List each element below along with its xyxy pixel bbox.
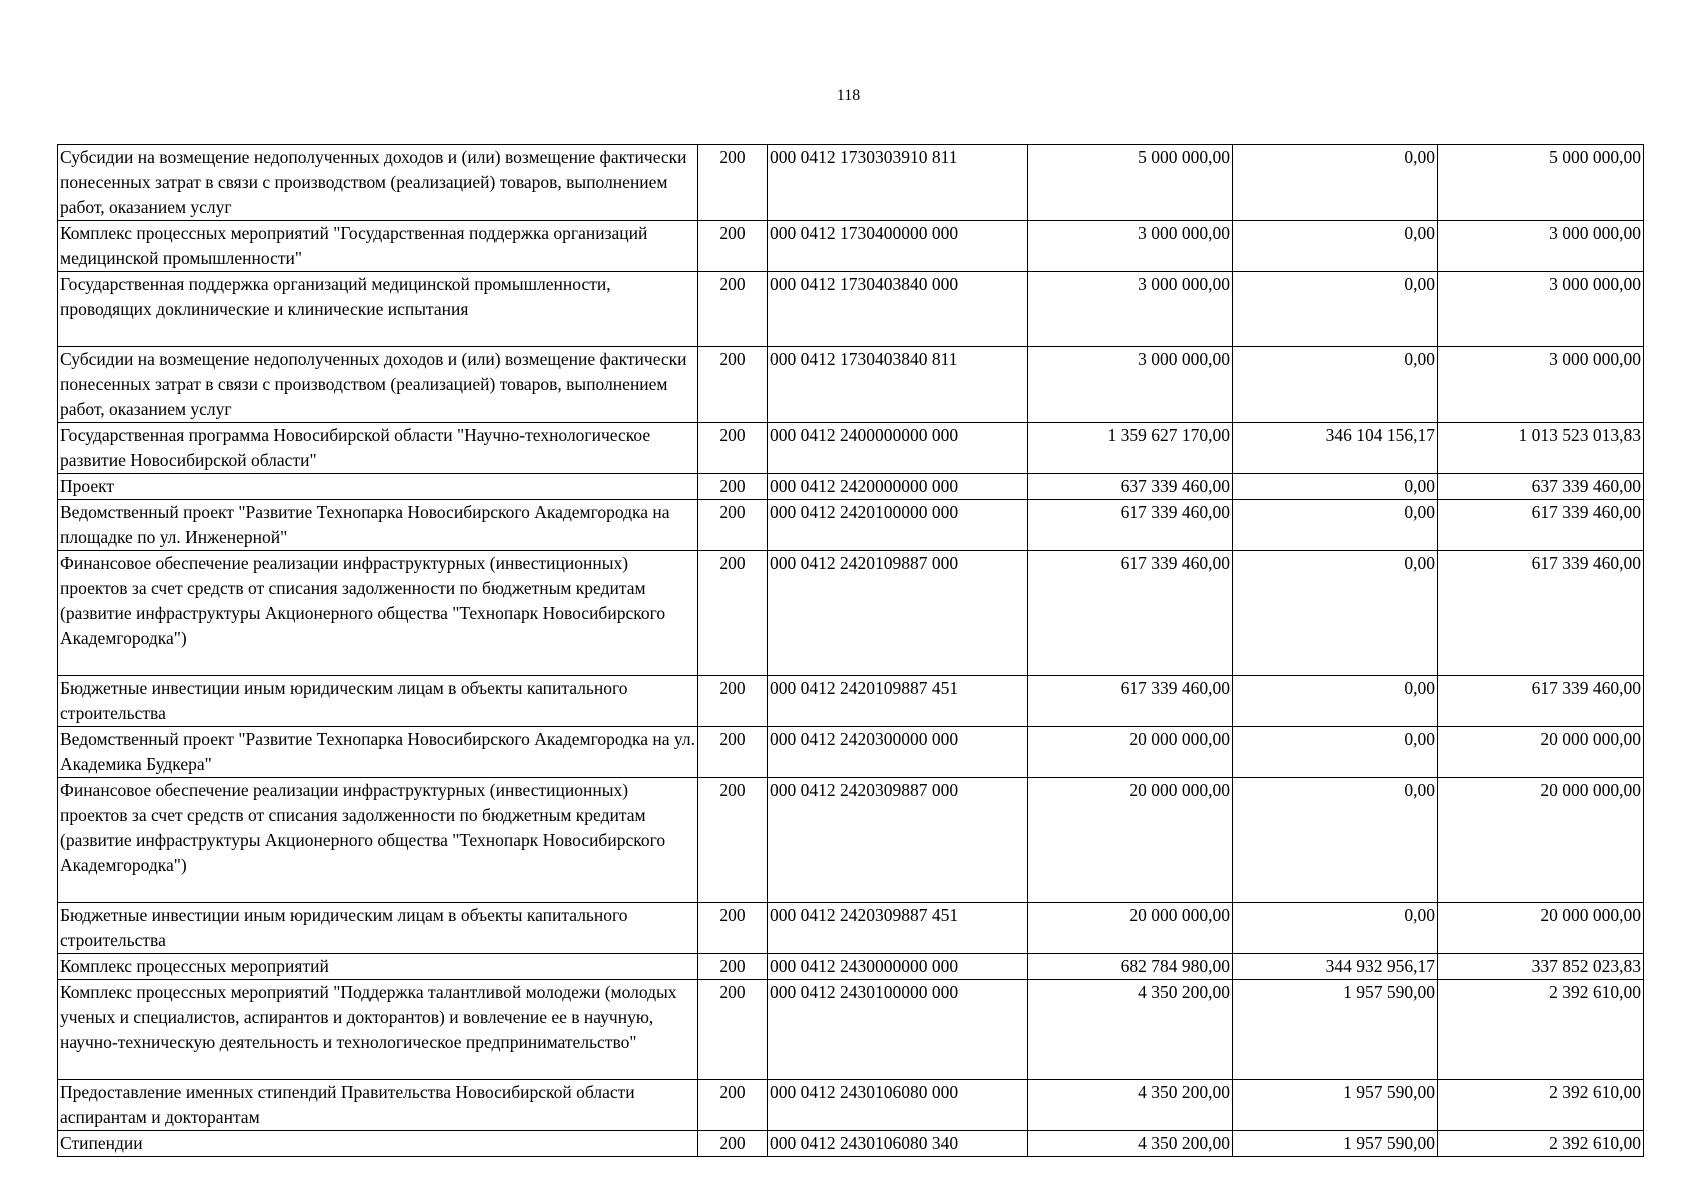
cell-approved-amount: 3 000 000,00: [1028, 272, 1233, 347]
table-row: [58, 903, 1644, 954]
cell-line-code: 200: [698, 727, 768, 778]
cell-unexecuted-amount: 2 392 610,00: [1438, 980, 1644, 1080]
cell-name: Финансовое обеспечение реализации инфраструктурных (инвестиционных) проектов за счет средств от списания задолженности по бюджетным кредитам (развитие инфраструктуры Акционерного общества "Технопарк Новосибирского Академгородка"): [58, 551, 698, 676]
cell-executed-amount: 1 957 590,00: [1233, 980, 1438, 1080]
cell-name: Финансовое обеспечение реализации инфраструктурных (инвестиционных) проектов за счет средств от списания задолженности по бюджетным кредитам (развитие инфраструктуры Акционерного общества "Технопарк Новосибирского Академгородка"): [58, 778, 698, 903]
cell-line-code: 200: [698, 500, 768, 551]
table-row: [58, 1131, 1644, 1157]
cell-approved-amount: 4 350 200,00: [1028, 1131, 1233, 1157]
cell-line-code: 200: [698, 1131, 768, 1157]
cell-classification-code: 000 0412 2400000000 000: [768, 423, 1028, 474]
cell-classification-code: 000 0412 1730400000 000: [768, 221, 1028, 272]
cell-line-code: 200: [698, 551, 768, 676]
cell-approved-amount: 3 000 000,00: [1028, 221, 1233, 272]
cell-unexecuted-amount: 637 339 460,00: [1438, 474, 1644, 500]
page-number: 118: [836, 87, 861, 104]
cell-unexecuted-amount: 1 013 523 013,83: [1438, 423, 1644, 474]
cell-executed-amount: 344 932 956,17: [1233, 954, 1438, 980]
table-row: [58, 500, 1644, 551]
cell-unexecuted-amount: 337 852 023,83: [1438, 954, 1644, 980]
table-row: [58, 980, 1644, 1080]
cell-executed-amount: 0,00: [1233, 474, 1438, 500]
cell-name: Комплекс процессных мероприятий: [58, 954, 698, 980]
cell-unexecuted-amount: 3 000 000,00: [1438, 347, 1644, 423]
cell-unexecuted-amount: 20 000 000,00: [1438, 727, 1644, 778]
cell-line-code: 200: [698, 221, 768, 272]
cell-approved-amount: 20 000 000,00: [1028, 778, 1233, 903]
cell-executed-amount: 0,00: [1233, 727, 1438, 778]
cell-approved-amount: 3 000 000,00: [1028, 347, 1233, 423]
cell-line-code: 200: [698, 272, 768, 347]
cell-executed-amount: 0,00: [1233, 903, 1438, 954]
cell-name: Субсидии на возмещение недополученных доходов и (или) возмещение фактически понесенных затрат в связи с производством (реализацией) товаров, выполнением работ, оказанием услуг: [58, 347, 698, 423]
cell-unexecuted-amount: 3 000 000,00: [1438, 221, 1644, 272]
cell-line-code: 200: [698, 676, 768, 727]
cell-executed-amount: 0,00: [1233, 676, 1438, 727]
cell-classification-code: 000 0412 2430106080 340: [768, 1131, 1028, 1157]
table-row: [58, 221, 1644, 272]
cell-name: Бюджетные инвестиции иным юридическим лицам в объекты капитального строительства: [58, 676, 698, 727]
cell-name: Стипендии: [58, 1131, 698, 1157]
cell-unexecuted-amount: 2 392 610,00: [1438, 1080, 1644, 1131]
cell-name: Ведомственный проект "Развитие Технопарка Новосибирского Академгородка на ул. Академика Будкера": [58, 727, 698, 778]
cell-executed-amount: 0,00: [1233, 347, 1438, 423]
cell-classification-code: 000 0412 2420000000 000: [768, 474, 1028, 500]
cell-approved-amount: 617 339 460,00: [1028, 500, 1233, 551]
cell-line-code: 200: [698, 903, 768, 954]
cell-unexecuted-amount: 3 000 000,00: [1438, 272, 1644, 347]
cell-line-code: 200: [698, 145, 768, 221]
cell-classification-code: 000 0412 1730403840 000: [768, 272, 1028, 347]
budget-execution-table: [57, 144, 1644, 1157]
cell-approved-amount: 20 000 000,00: [1028, 727, 1233, 778]
table-row: [58, 347, 1644, 423]
table-row: [58, 551, 1644, 676]
cell-classification-code: 000 0412 1730303910 811: [768, 145, 1028, 221]
cell-line-code: 200: [698, 1080, 768, 1131]
cell-classification-code: 000 0412 1730403840 811: [768, 347, 1028, 423]
cell-line-code: 200: [698, 778, 768, 903]
cell-name: Государственная программа Новосибирской области "Научно-технологическое развитие Новосибирской области": [58, 423, 698, 474]
cell-unexecuted-amount: 617 339 460,00: [1438, 676, 1644, 727]
cell-executed-amount: 0,00: [1233, 221, 1438, 272]
table-body: [58, 145, 1644, 1157]
table-row: [58, 1080, 1644, 1131]
cell-executed-amount: 0,00: [1233, 551, 1438, 676]
cell-classification-code: 000 0412 2420109887 000: [768, 551, 1028, 676]
cell-approved-amount: 1 359 627 170,00: [1028, 423, 1233, 474]
table-row: [58, 676, 1644, 727]
cell-executed-amount: 0,00: [1233, 778, 1438, 903]
cell-line-code: 200: [698, 954, 768, 980]
cell-approved-amount: 20 000 000,00: [1028, 903, 1233, 954]
cell-classification-code: 000 0412 2430100000 000: [768, 980, 1028, 1080]
table-row: [58, 727, 1644, 778]
cell-unexecuted-amount: 5 000 000,00: [1438, 145, 1644, 221]
cell-executed-amount: 0,00: [1233, 272, 1438, 347]
cell-name: Проект: [58, 474, 698, 500]
cell-approved-amount: 637 339 460,00: [1028, 474, 1233, 500]
cell-unexecuted-amount: 617 339 460,00: [1438, 551, 1644, 676]
cell-classification-code: 000 0412 2420300000 000: [768, 727, 1028, 778]
cell-approved-amount: 617 339 460,00: [1028, 551, 1233, 676]
table-row: [58, 954, 1644, 980]
table-row: [58, 778, 1644, 903]
cell-name: Ведомственный проект "Развитие Технопарка Новосибирского Академгородка на площадке по ул. Инженерной": [58, 500, 698, 551]
cell-approved-amount: 5 000 000,00: [1028, 145, 1233, 221]
cell-line-code: 200: [698, 980, 768, 1080]
cell-approved-amount: 617 339 460,00: [1028, 676, 1233, 727]
cell-unexecuted-amount: 20 000 000,00: [1438, 778, 1644, 903]
cell-line-code: 200: [698, 474, 768, 500]
cell-executed-amount: 1 957 590,00: [1233, 1131, 1438, 1157]
cell-executed-amount: 0,00: [1233, 145, 1438, 221]
cell-name: Комплекс процессных мероприятий "Государственная поддержка организаций медицинской промышленности": [58, 221, 698, 272]
cell-line-code: 200: [698, 423, 768, 474]
cell-unexecuted-amount: 2 392 610,00: [1438, 1131, 1644, 1157]
cell-classification-code: 000 0412 2420309887 000: [768, 778, 1028, 903]
table-row: [58, 423, 1644, 474]
cell-unexecuted-amount: 617 339 460,00: [1438, 500, 1644, 551]
cell-name: Комплекс процессных мероприятий "Поддержка талантливой молодежи (молодых ученых и специалистов, аспирантов и докторантов) и вовлечение ее в научную, научно-техническую деятельность и технологическое предпринимательство": [58, 980, 698, 1080]
table-row: [58, 145, 1644, 221]
cell-name: Бюджетные инвестиции иным юридическим лицам в объекты капитального строительства: [58, 903, 698, 954]
cell-approved-amount: 4 350 200,00: [1028, 1080, 1233, 1131]
cell-classification-code: 000 0412 2430000000 000: [768, 954, 1028, 980]
cell-unexecuted-amount: 20 000 000,00: [1438, 903, 1644, 954]
cell-name: Государственная поддержка организаций медицинской промышленности, проводящих доклинические и клинические испытания: [58, 272, 698, 347]
cell-classification-code: 000 0412 2420100000 000: [768, 500, 1028, 551]
table-row: [58, 474, 1644, 500]
table-row: [58, 272, 1644, 347]
cell-classification-code: 000 0412 2420309887 451: [768, 903, 1028, 954]
cell-executed-amount: 346 104 156,17: [1233, 423, 1438, 474]
cell-line-code: 200: [698, 347, 768, 423]
cell-executed-amount: 0,00: [1233, 500, 1438, 551]
cell-classification-code: 000 0412 2430106080 000: [768, 1080, 1028, 1131]
cell-approved-amount: 682 784 980,00: [1028, 954, 1233, 980]
cell-approved-amount: 4 350 200,00: [1028, 980, 1233, 1080]
cell-executed-amount: 1 957 590,00: [1233, 1080, 1438, 1131]
cell-name: Субсидии на возмещение недополученных доходов и (или) возмещение фактически понесенных затрат в связи с производством (реализацией) товаров, выполнением работ, оказанием услуг: [58, 145, 698, 221]
cell-name: Предоставление именных стипендий Правительства Новосибирской области аспирантам и докторантам: [58, 1080, 698, 1131]
cell-classification-code: 000 0412 2420109887 451: [768, 676, 1028, 727]
